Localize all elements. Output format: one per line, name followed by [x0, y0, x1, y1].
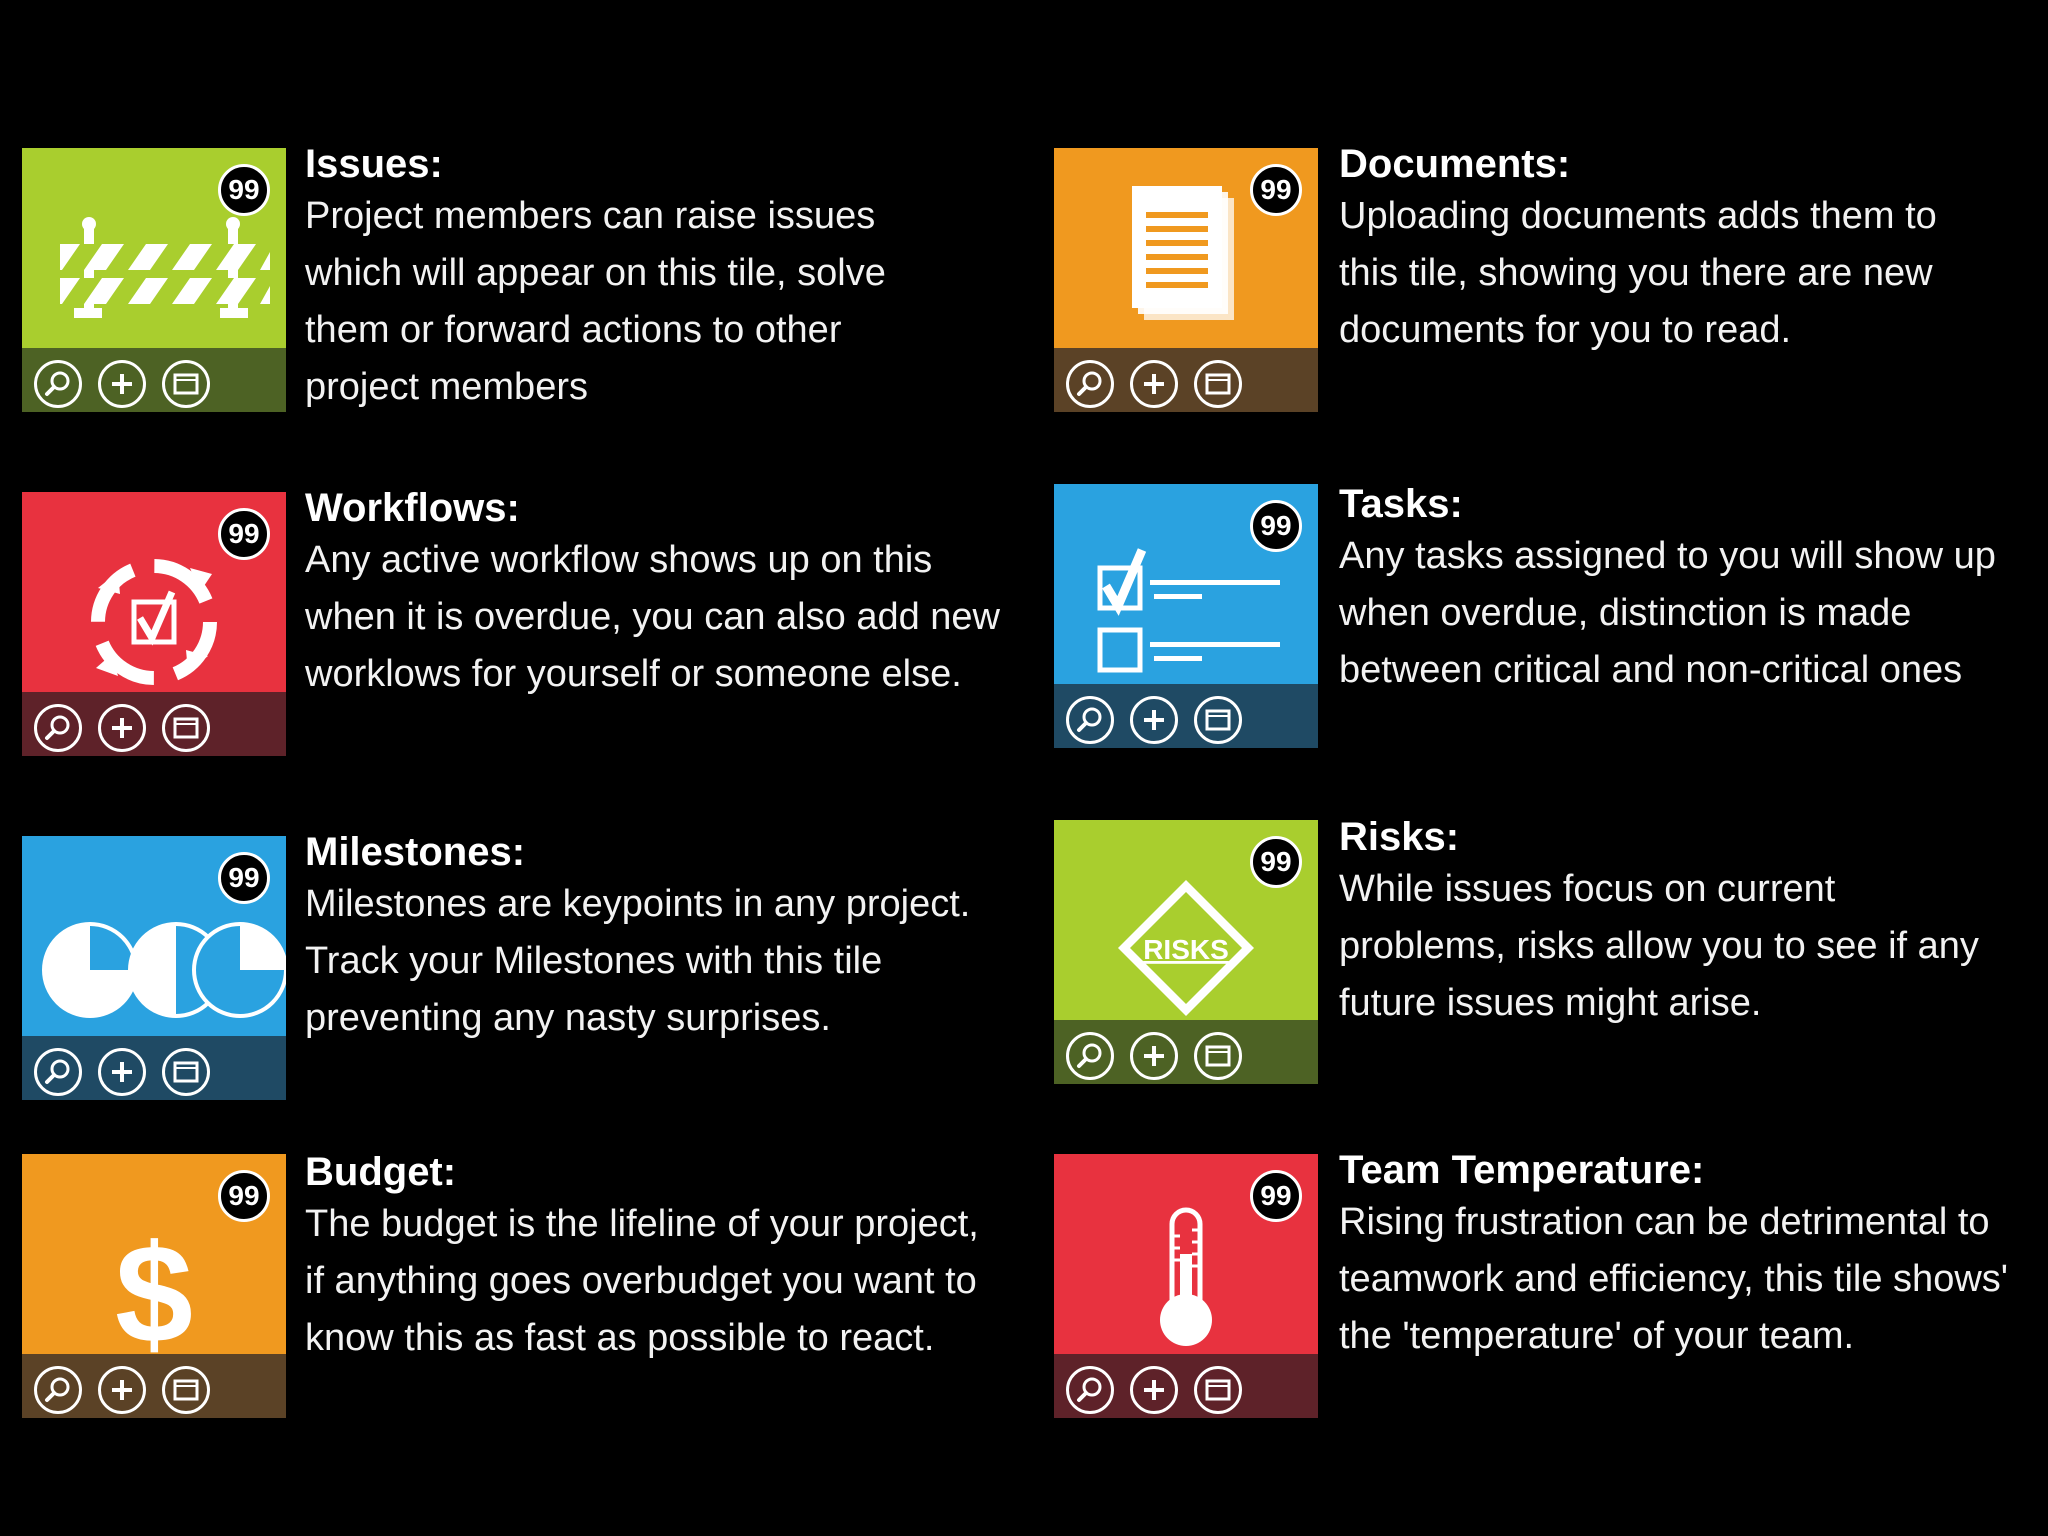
- plus-icon: [101, 363, 143, 405]
- plus-icon: [1133, 1035, 1175, 1077]
- milestones-description: Milestones are keypoints in any project. Track your Milestones with this tile preventing any nasty surprises.: [305, 883, 971, 1039]
- team-temperature-description: Rising frustration can be detrimental to teamwork and efficiency, this tile shows' the 'temperature' of your team.: [1339, 1201, 2009, 1357]
- open-button[interactable]: [1194, 360, 1242, 408]
- documents-tile[interactable]: [1054, 148, 1318, 412]
- search-icon: [1069, 1369, 1111, 1411]
- team-temperature-description-block: [1339, 1146, 2039, 1365]
- milestones-tile[interactable]: [22, 836, 286, 1100]
- issues-description-block: [305, 140, 965, 416]
- dollar-glyph: $: [115, 1215, 193, 1354]
- add-button[interactable]: [1130, 1366, 1178, 1414]
- milestones-action-bar: [22, 1036, 286, 1100]
- budget-tile-face[interactable]: [22, 1154, 286, 1354]
- risks-description-block: [1339, 813, 1999, 1032]
- workflows-tile-face[interactable]: [22, 492, 286, 692]
- window-icon: [165, 707, 207, 749]
- plus-icon: [1133, 363, 1175, 405]
- count-badge: 99: [1250, 1170, 1302, 1222]
- workflows-description-block: [305, 484, 1025, 703]
- documents-description-block: [1339, 140, 1999, 359]
- workflows-description: Any active workflow shows up on this when it is overdue, you can also add new worklows for yourself or someone else.: [305, 539, 1000, 695]
- budget-title: Budget:: [305, 1150, 457, 1194]
- add-button[interactable]: [98, 1048, 146, 1096]
- workflows-action-bar: [22, 692, 286, 756]
- window-icon: [1197, 363, 1239, 405]
- budget-tile[interactable]: [22, 1154, 286, 1418]
- search-icon: [1069, 699, 1111, 741]
- count-badge: 99: [1250, 164, 1302, 216]
- window-icon: [1197, 699, 1239, 741]
- plus-icon: [1133, 699, 1175, 741]
- count-badge: 99: [1250, 500, 1302, 552]
- add-button[interactable]: [98, 360, 146, 408]
- search-icon: [37, 707, 79, 749]
- plus-icon: [101, 707, 143, 749]
- search-icon: [1069, 363, 1111, 405]
- budget-description: The budget is the lifeline of your project, if anything goes overbudget you want to know this as fast as possible to react.: [305, 1203, 979, 1359]
- team-temperature-title: Team Temperature:: [1339, 1148, 1705, 1192]
- milestones-description-block: [305, 828, 1025, 1047]
- tasks-description-block: [1339, 480, 2039, 699]
- search-icon: [37, 1051, 79, 1093]
- count-badge: 99: [218, 1170, 270, 1222]
- issues-description: Project members can raise issues which will appear on this tile, solve them or forward actions to other project members: [305, 195, 886, 408]
- add-button[interactable]: [98, 1366, 146, 1414]
- team-temperature-action-bar: [1054, 1354, 1318, 1418]
- budget-description-block: [305, 1148, 985, 1367]
- count-badge: 99: [1250, 836, 1302, 888]
- open-button[interactable]: [162, 704, 210, 752]
- workflows-title: Workflows:: [305, 486, 520, 530]
- window-icon: [165, 1369, 207, 1411]
- open-button[interactable]: [1194, 696, 1242, 744]
- risks-sign-label: RISKS: [1143, 934, 1229, 965]
- documents-tile-face[interactable]: [1054, 148, 1318, 348]
- team-temperature-tile-face[interactable]: [1054, 1154, 1318, 1354]
- count-badge: 99: [218, 508, 270, 560]
- add-button[interactable]: [1130, 696, 1178, 744]
- add-button[interactable]: [98, 704, 146, 752]
- tasks-title: Tasks:: [1339, 482, 1463, 526]
- risks-description: While issues focus on current problems, risks allow you to see if any future issues might arise.: [1339, 868, 1979, 1024]
- search-icon: [1069, 1035, 1111, 1077]
- risks-tile-face[interactable]: [1054, 820, 1318, 1020]
- search-button[interactable]: [1066, 360, 1114, 408]
- window-icon: [165, 363, 207, 405]
- documents-description: Uploading documents adds them to this tile, showing you there are new documents for you to read.: [1339, 195, 1937, 351]
- open-button[interactable]: [162, 1048, 210, 1096]
- plus-icon: [101, 1051, 143, 1093]
- search-button[interactable]: [34, 1366, 82, 1414]
- search-button[interactable]: [34, 704, 82, 752]
- issues-title: Issues:: [305, 142, 443, 186]
- window-icon: [165, 1051, 207, 1093]
- count-badge: 99: [218, 164, 270, 216]
- search-button[interactable]: [1066, 1032, 1114, 1080]
- documents-title: Documents:: [1339, 142, 1571, 186]
- count-badge: 99: [218, 852, 270, 904]
- tasks-action-bar: [1054, 684, 1318, 748]
- budget-action-bar: [22, 1354, 286, 1418]
- search-button[interactable]: [34, 360, 82, 408]
- milestones-title: Milestones:: [305, 830, 526, 874]
- team-temperature-tile[interactable]: [1054, 1154, 1318, 1418]
- search-button[interactable]: [1066, 696, 1114, 744]
- documents-action-bar: [1054, 348, 1318, 412]
- risks-tile[interactable]: [1054, 820, 1318, 1084]
- issues-action-bar: [22, 348, 286, 412]
- add-button[interactable]: [1130, 360, 1178, 408]
- search-icon: [37, 363, 79, 405]
- milestones-tile-face[interactable]: [22, 836, 286, 1036]
- open-button[interactable]: [1194, 1366, 1242, 1414]
- open-button[interactable]: [1194, 1032, 1242, 1080]
- risks-title: Risks:: [1339, 815, 1460, 859]
- open-button[interactable]: [162, 1366, 210, 1414]
- search-icon: [37, 1369, 79, 1411]
- plus-icon: [1133, 1369, 1175, 1411]
- tasks-description: Any tasks assigned to you will show up when overdue, distinction is made between critical and non-critical ones: [1339, 535, 1996, 691]
- workflows-tile[interactable]: [22, 492, 286, 756]
- issues-tile-face[interactable]: [22, 148, 286, 348]
- risks-action-bar: [1054, 1020, 1318, 1084]
- add-button[interactable]: [1130, 1032, 1178, 1080]
- window-icon: [1197, 1035, 1239, 1077]
- tasks-tile[interactable]: [1054, 484, 1318, 748]
- plus-icon: [101, 1369, 143, 1411]
- issues-tile[interactable]: [22, 148, 286, 412]
- search-button[interactable]: [1066, 1366, 1114, 1414]
- open-button[interactable]: [162, 360, 210, 408]
- window-icon: [1197, 1369, 1239, 1411]
- tasks-tile-face[interactable]: [1054, 484, 1318, 684]
- search-button[interactable]: [34, 1048, 82, 1096]
